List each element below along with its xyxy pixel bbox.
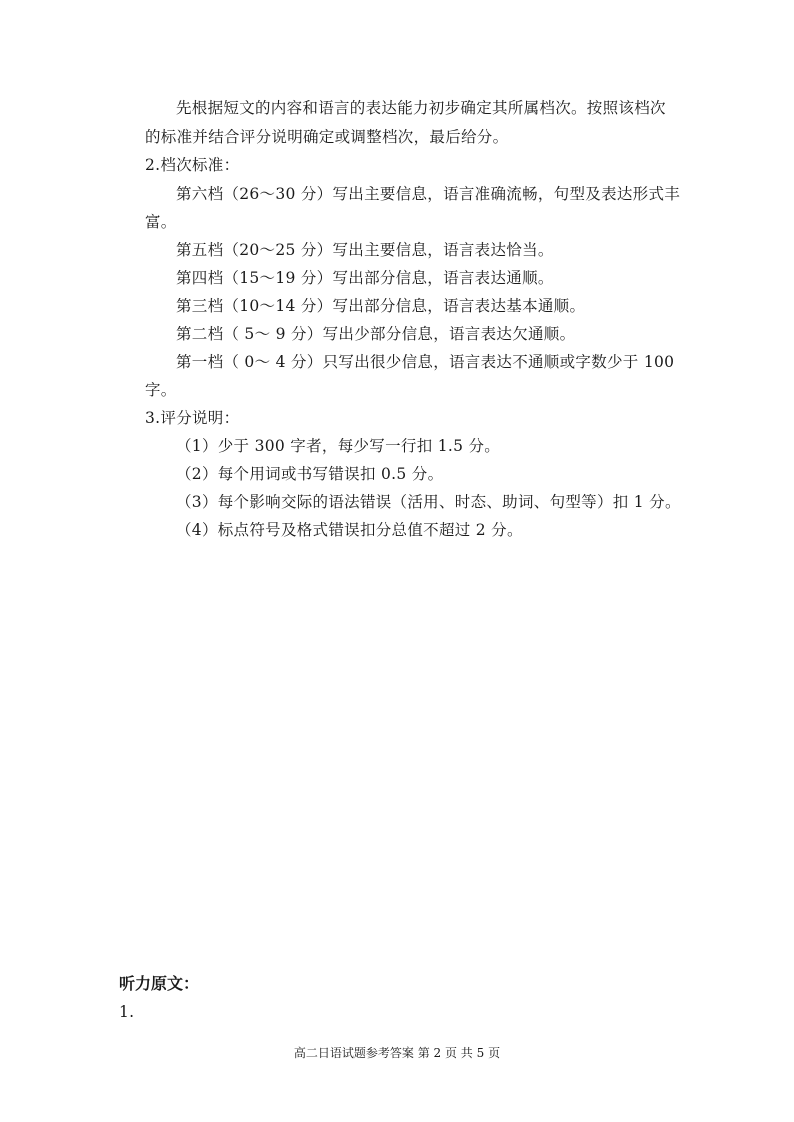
scoring-note-3: （3）每个影响交际的语法错误（活用、时态、助词、句型等）扣 1 分。 <box>176 493 681 511</box>
grade-section-heading: 2.档次标准： <box>145 156 240 174</box>
scoring-note-1: （1）少于 300 字者，每少写一行扣 1.5 分。 <box>176 437 501 455</box>
grade-level-6: 第六档（26～30 分）写出主要信息，语言准确流畅，句型及表达形式丰 <box>176 185 681 203</box>
grade-level-4: 第四档（15～19 分）写出部分信息，语言表达通顺。 <box>176 269 554 287</box>
listening-heading: 听力原文： <box>119 974 200 993</box>
intro-line-2: 的标准并结合评分说明确定或调整档次，最后给分。 <box>145 128 509 146</box>
scoring-note-4: （4）标点符号及格式错误扣分总值不超过 2 分。 <box>176 521 523 539</box>
grade-level-6-continuation: 富。 <box>145 213 177 231</box>
listening-item-1: 1. <box>119 1003 135 1021</box>
grade-level-2: 第二档（ 5～ 9 分）写出少部分信息，语言表达欠通顺。 <box>176 325 576 343</box>
intro-line-1: 先根据短文的内容和语言的表达能力初步确定其所属档次。按照该档次 <box>176 99 666 117</box>
grade-level-1-continuation: 字。 <box>145 381 177 399</box>
scoring-notes-heading: 3.评分说明： <box>145 409 240 427</box>
grade-level-5: 第五档（20～25 分）写出主要信息，语言表达恰当。 <box>176 241 554 259</box>
grade-level-1: 第一档（ 0～ 4 分）只写出很少信息，语言表达不通顺或字数少于 100 <box>176 353 675 371</box>
page-footer: 高二日语试题参考答案 第 2 页 共 5 页 <box>293 1046 501 1060</box>
grade-level-3: 第三档（10～14 分）写出部分信息，语言表达基本通顺。 <box>176 297 586 315</box>
scoring-note-2: （2）每个用词或书写错误扣 0.5 分。 <box>176 465 444 483</box>
